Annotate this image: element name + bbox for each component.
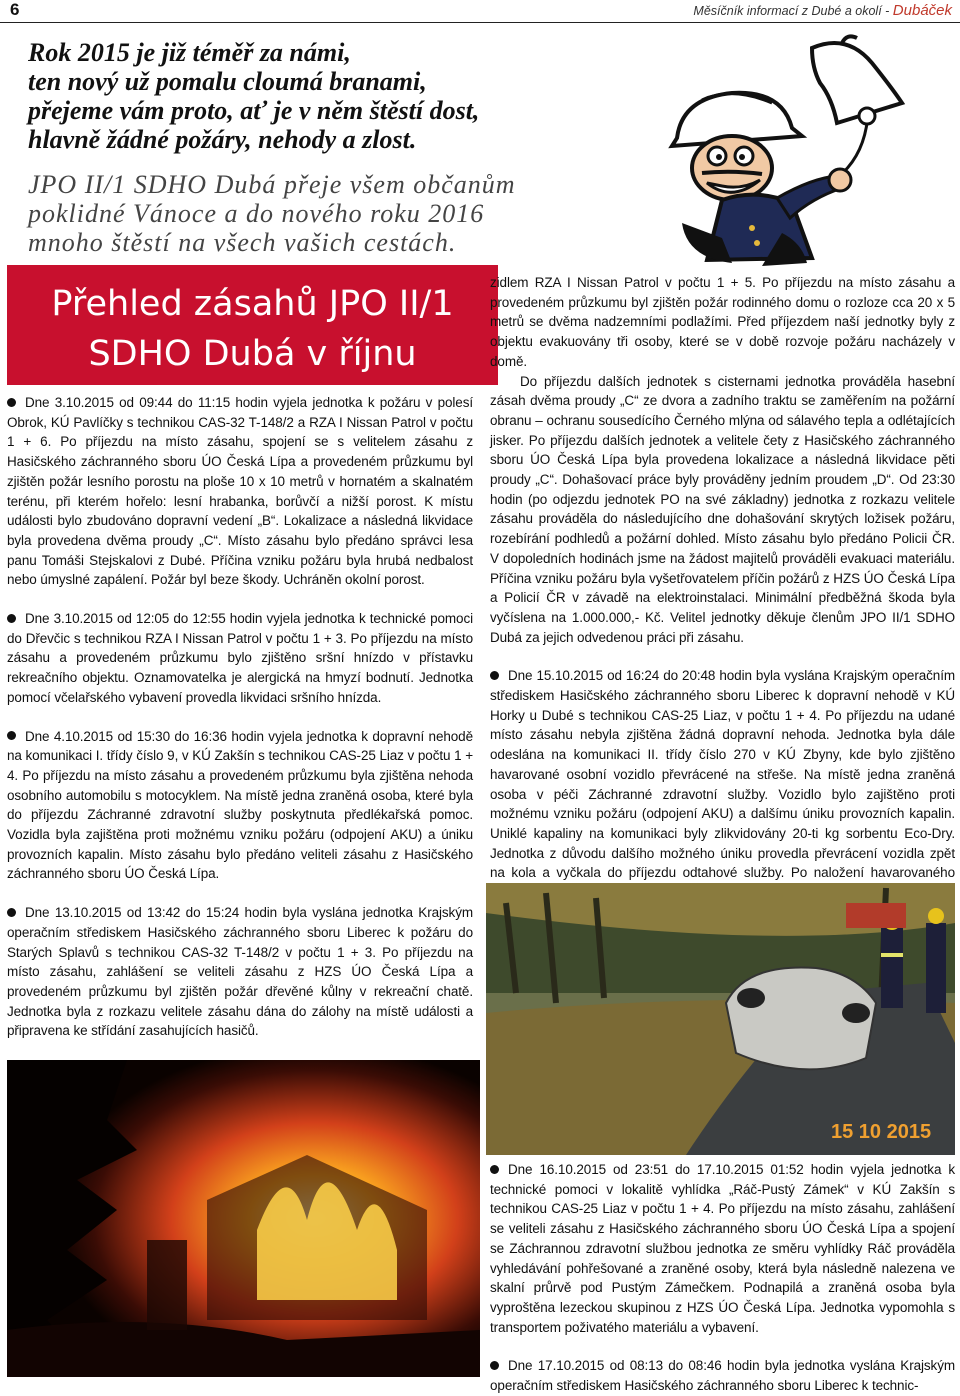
- report-item: [7, 609, 473, 708]
- magazine-subtitle: Měsíčník informací z Dubé a okolí -: [693, 4, 893, 18]
- page-header: [0, 0, 960, 22]
- report-text: Dne 4.10.2015 od 15:30 do 16:36 hodin vyjela jednotka k dopravní nehodě na komunikaci I. třídy číslo 9, v KÚ Zakšín s technikou CAS-25 Liaz v počtu 1 + 4. Po příjezdu na místo zásahu a provedeném průzkumu byla zjištěna nehoda osobního automobilu s motocyklem. Na místě jedna zraněná osoba, které byla do příjezdu Záchranné zdravotní služby poskytnuta předlékařská pomoc. Vozidla byla zajištěna proti možnému vzniku požáru (odpojení AKU) a úniku provozních kapalin. Místo zásahu bylo předáno veliteli zásahu z Hasičského záchranného sboru ÚO Česká Lípa.: [7, 728, 473, 882]
- report-item: [490, 1356, 955, 1395]
- bullet-icon: [490, 1165, 499, 1174]
- bullet-icon: [7, 614, 16, 623]
- greeting-line: přejeme vám proto, ať je v něm štěstí dost,: [28, 96, 480, 125]
- report-text: Dne 3.10.2015 od 09:44 do 11:15 hodin vyjela jednotka k požáru v polesí Obrok, KÚ Pavlíčky s technikou CAS-32 T-148/2 a RZA I Nissan Patrol v počtu 1 + 6. Po příjezdu na místo zásahu, spojení se s velitelem zásahu z Hasičského záchranného sboru ÚO Česká Lípa a provedeném průzkumu byl zjištěn požár lesního porostu na ploše 10 x 10 metrů v hornatém a skalnatém terénu, při kterém hořelo: lesní hrabanka, borůvčí a nižší porost. K místu události bylo zbudováno dopravní vedení „B“. Lokalizace a následná likvidace byla provedena dvěma proudy „C“. Místo zásahu bylo předáno správci lesa panu Tomáši Stejskalovi z Dubé. Příčina vzniku požáru byla hrubá nedbalost nebo úmyslné zapálení. Požár byl beze škody. Uchráněn okolní porost.: [7, 395, 473, 588]
- report-item: [490, 666, 955, 902]
- banner-title-line1: Přehled zásahů JPO II/1: [51, 284, 454, 324]
- report-item: [7, 727, 473, 885]
- bullet-icon: [490, 671, 499, 680]
- banner-title-line2: SDHO Dubá v říjnu: [88, 334, 417, 374]
- report-continuation: [490, 273, 955, 372]
- photo-date-stamp: 15 10 2015: [831, 1121, 932, 1143]
- report-text: Dne 15.10.2015 od 16:24 do 20:48 hodin byla vyslána Krajským operačním střediskem Hasičského záchranného sboru Liberec k dopravní nehodě v KÚ Horky u Dubé s technikou CAS-25 Liaz, v počtu 1 + 4. Po příjezdu na udané místo zásahu nebyla zjištěna žádná dopravní nehoda. Jednotka byla dále odeslána na komunikaci II. třídy číslo 270 v KÚ Zbyny, kde bylo zjištěno havarované osobní vozidlo převrácené na střeše. Na místě jedna zraněná osoba v péči Záchranné zdravotní služby. Vozidlo bylo zajištěno proti možnému vzniku požáru (odpojení AKU) a dalšímu úniku provozních kapalin. Uniklé kapaliny na komunikaci byly zlikvidovány 20-ti kg sorbentu Eco-Dry. Jednotka z důvodu dalšího možného úniku provedla převrácení vozidla zpět na kola a vyčkala do příjezdu odtahové služby. Po naložení havarovaného: [490, 668, 955, 881]
- greeting-line: mnoho štěstí na všech vašich cestách.: [28, 228, 457, 257]
- bullet-icon: [7, 908, 16, 917]
- left-column: [7, 393, 473, 1100]
- page-number: 6: [10, 0, 20, 19]
- right-column-bottom: [490, 1160, 955, 1396]
- header-rule: [0, 22, 960, 23]
- overturned-car-photo: [486, 883, 955, 1155]
- bullet-icon: [7, 398, 16, 407]
- report-continuation: [490, 372, 955, 648]
- section-banner: [7, 265, 498, 385]
- greeting: [28, 38, 668, 257]
- report-text: zidlem RZA I Nissan Patrol v počtu 1 + 5. Po příjezdu na místo zásahu a provedeném průzkumu byl zjištěn požár rodinného domu o rozloze cca 20 x 5 metrů se dvěma nadzemními podlažími. Před příjezdem naší jednotky byly z objektu evakuovány tři osoby, které se v době rozvoje požáru nacházely v domě.: [490, 275, 955, 369]
- report-text: Dne 17.10.2015 od 08:13 do 08:46 hodin byla jednotka vyslána Krajským operačním střediskem Hasičského záchranného sboru Liberec k technic-: [490, 1358, 955, 1394]
- report-text: Dne 13.10.2015 od 13:42 do 15:24 hodin byla vyslána jednotka Krajským operačním střediskem Hasičského záchranného sboru Liberec k požáru do Starých Splavů s technikou CAS-32 T-148/2 v počtu 1 + 3. Po příjezdu na místo zásahu, zahlášení se veliteli zásahu z HZS ÚO Česká Lípa a provedeném průzkumu byl zjištěn požár dřevěné kůlny v rekreační chatě. Jednotka byla z rozkazu velitele zásahu dána do zálohy na místě události a připravena ke střídání zasahujících hasičů.: [7, 905, 473, 1039]
- greeting-line: hlavně žádné požáry, nehody a zlost.: [28, 125, 417, 154]
- magazine-name: Dubáček: [892, 2, 952, 19]
- fireman-bell-illustration: [662, 28, 952, 268]
- bullet-icon: [7, 731, 16, 740]
- report-text: Dne 3.10.2015 od 12:05 do 12:55 hodin vyjela jednotka k technické pomoci do Dřevčic s technikou RZA I Nissan Patrol v počtu 1 + 3. Po příjezdu na místo zásahu a provedeném průzkumu bylo zjištěno sršní hnízdo v přístavku rekreačního objektu. Oznamovatelka je alergická na hmyzí bodnutí. Jednotka pomocí včelařského vybavení provedla likvidaci sršního hnízda.: [7, 611, 473, 705]
- report-item: [7, 903, 473, 1041]
- right-column-top: [490, 273, 955, 903]
- bullet-icon: [490, 1361, 499, 1370]
- report-item: [7, 393, 473, 590]
- greeting-line: poklidné Vánoce a do nového roku 2016: [28, 199, 485, 228]
- greeting-line: Rok 2015 je již téměř za námi,: [28, 38, 351, 67]
- greeting-line: ten nový už pomalu cloumá branami,: [28, 67, 427, 96]
- greeting-line: JPO II/1 SDHO Dubá přeje všem občanům: [28, 170, 516, 199]
- magazine-title: [693, 2, 952, 19]
- report-item: [490, 1160, 955, 1337]
- house-fire-photo: [7, 1060, 480, 1377]
- report-text: Dne 16.10.2015 od 23:51 do 17.10.2015 01:52 hodin vyjela jednotka k technické pomoci v lokalitě vyhlídka „Ráč-Pustý Zámek“ v KÚ Zakšín s technikou CAS-25 Liaz v počtu 1 + 4. Po příjezdu na místo zásahu, zahlášení se veliteli zásahu z Hasičského záchranného sboru ÚO Česká Lípa a spojení se Záchrannou zdravotní službou jednotka ze směru vyhlídky Ráč prováděla vyhledávání pohřešované a zraněné osoby, která byla následně nalezena ve skalní průrvě pod Pustým Zámečkem. Podnapilá a zraněná osoba byla vyproštěna lezeckou skupinou z HZS ÚO Česká Lípa. Jednotka vypomohla s transportem poživatého materiálu a vybavení.: [490, 1162, 955, 1335]
- report-text: Do příjezdu dalších jednotek s cisternami jednotka prováděla hasební zásah dvěma proudy „C“ ze dvora a zadního traktu se zaměřením na požární obranu – ochranu sousedícího Černého mlýna od sálavého tepla a odlétajících jisker. Po příjezdu dalších jednotek a velitele čety z Hasičského záchranného sboru ÚO Česká Lípa byla provedena lokalizace a následná likvidace pěti proudy „C“. Dohašovací práce byly prováděny jedním proudem „D“. Od 23:30 hodin (po odjezdu jednotek PO na své základny) jednotka z rozkazu velitele zásahu prováděla do následujícího dne dohašování skrytých ložisek požáru, rozebírání podhledů a požární dohled. Místo zásahu bylo předáno Policii ČR. V dopoledních hodinách jsme na žádost majitelů prováděli evakuaci materiálu. Příčina vzniku požáru byla vyšetřovatelem příčin požárů z HZS ÚO Česká Lípa a Policií ČR v závadě na elektroinstalaci. Minimální předběžná škoda byla vyčíslena na 1.000.000,- Kč. Velitel jednotky děkuje členům JPO II/1 SDHO Dubá za jejich odvedenou práci při zásahu.: [490, 373, 955, 645]
